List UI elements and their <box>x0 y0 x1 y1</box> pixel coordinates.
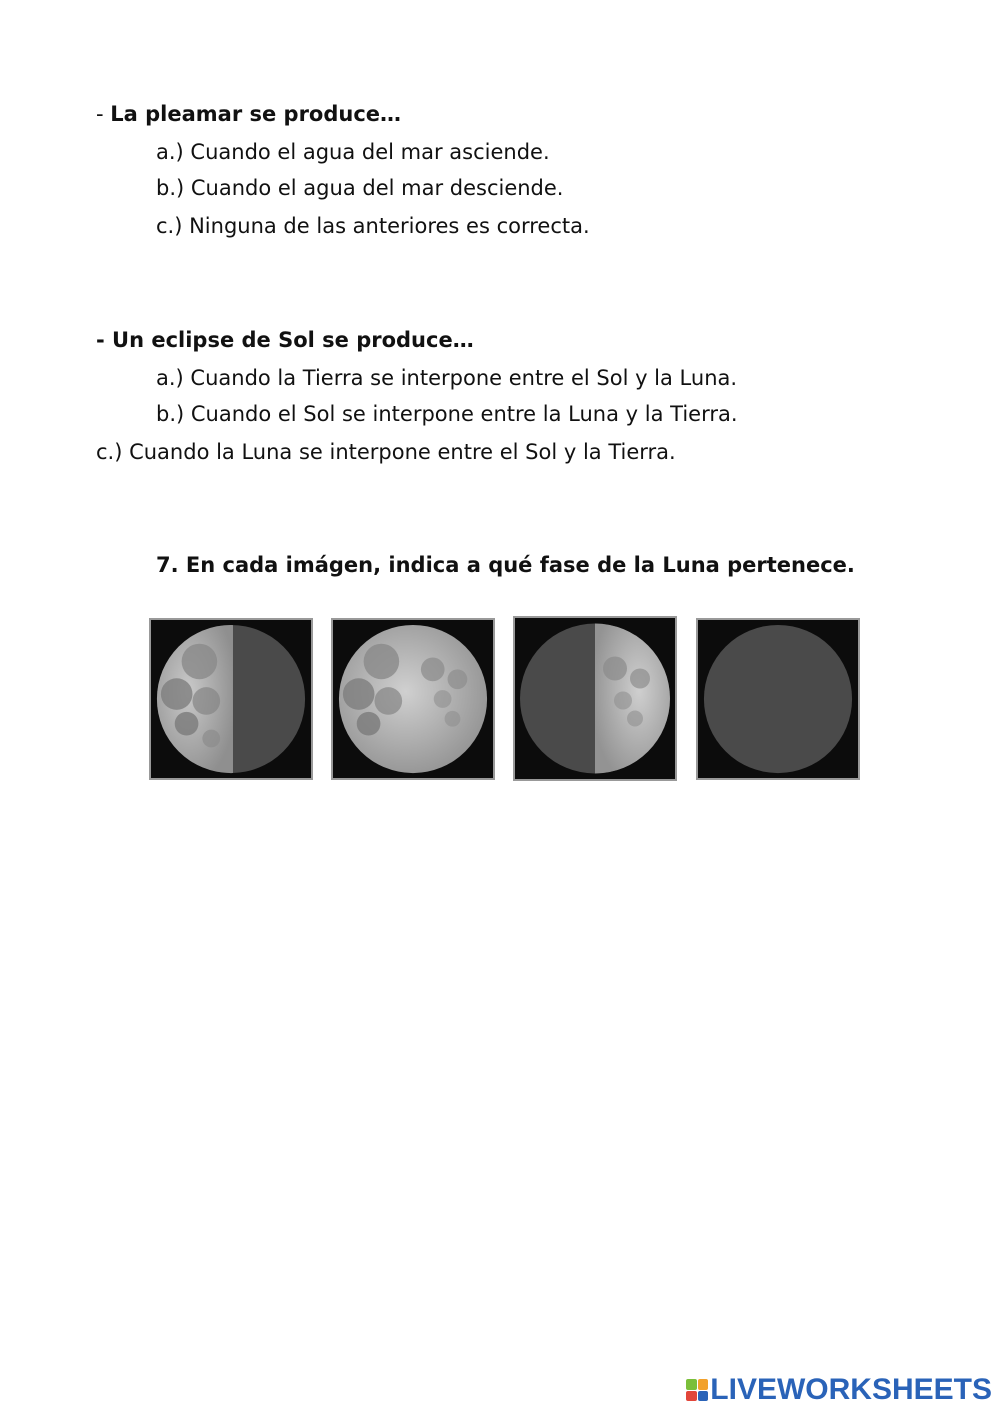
question-pleamar <box>96 104 401 125</box>
question-dash: - <box>96 102 111 126</box>
moon-image-1 <box>149 618 313 780</box>
option-a: a.) Cuando el agua del mar asciende. <box>156 140 550 164</box>
moon-image-3 <box>513 616 677 781</box>
logo-text: LIVEWORKSHEETS <box>710 1373 992 1406</box>
option-a: a.) Cuando la Tierra se interpone entre el Sol y la Luna. <box>156 366 738 390</box>
question-7-title: 7. En cada imágen, indica a qué fase de la Luna pertenece. <box>156 553 855 577</box>
question-eclipse-title: - Un eclipse de Sol se produce… <box>96 328 474 352</box>
option-b: b.) Cuando el agua del mar desciende. <box>156 176 564 200</box>
moon-image-4 <box>696 618 860 780</box>
moon-phase-waning-quarter <box>151 620 311 778</box>
moon-image-2 <box>331 618 495 780</box>
option-c: c.) Cuando la Luna se interpone entre el Sol y la Tierra. <box>96 440 676 464</box>
liveworksheets-logo <box>686 1373 992 1407</box>
moon-phase-waxing-quarter <box>515 618 675 779</box>
moon-phase-full <box>333 620 493 778</box>
option-c: c.) Ninguna de las anteriores es correcta. <box>156 214 590 238</box>
option-b: b.) Cuando el Sol se interpone entre la Luna y la Tierra. <box>156 402 738 426</box>
moon-phase-new <box>698 620 858 778</box>
logo-icon <box>686 1379 708 1401</box>
question-title: La pleamar se produce… <box>110 102 402 126</box>
